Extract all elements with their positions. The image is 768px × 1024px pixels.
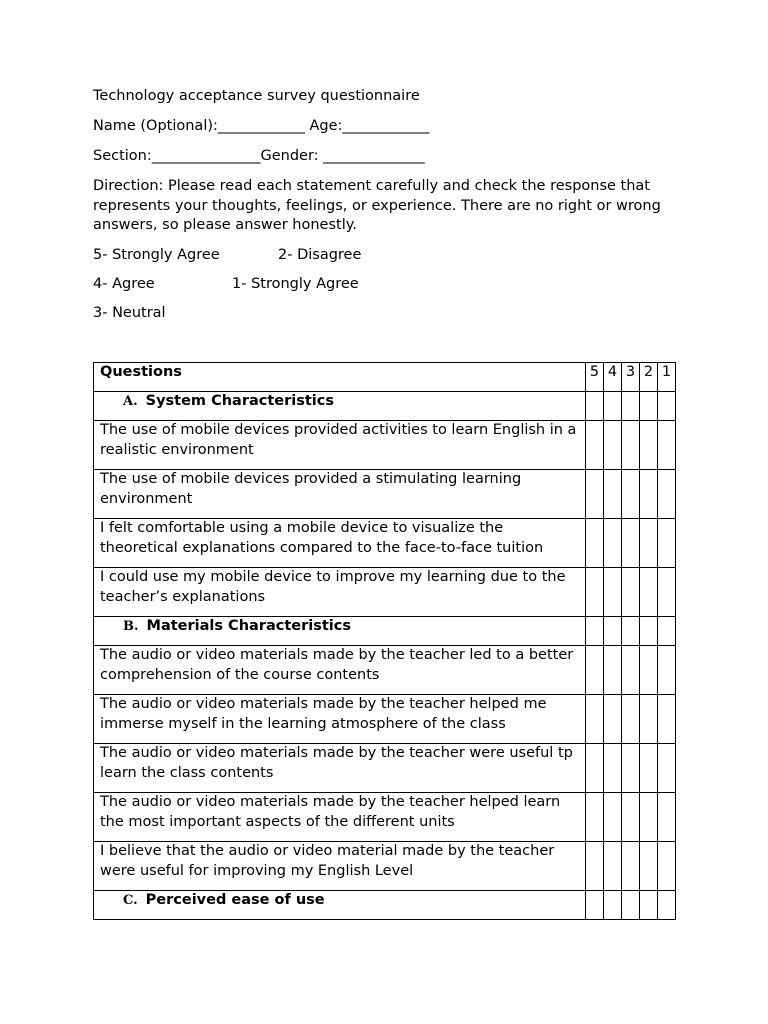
rating-checkbox-cell[interactable] — [586, 793, 604, 842]
name-age-line: Name (Optional):____________ Age:____________ — [93, 118, 430, 134]
scale-1-label: 1- Strongly Agree — [232, 275, 359, 292]
table-row — [94, 519, 676, 568]
table-row — [94, 470, 676, 519]
survey-table — [93, 362, 676, 920]
table-row — [94, 568, 676, 617]
rating-checkbox-cell[interactable] — [604, 793, 622, 842]
rating-checkbox-cell[interactable] — [622, 421, 640, 470]
rating-checkbox-cell[interactable] — [640, 646, 658, 695]
rating-checkbox-cell[interactable] — [586, 519, 604, 568]
rating-checkbox-cell[interactable] — [640, 842, 658, 891]
rating-checkbox-cell[interactable] — [622, 695, 640, 744]
scale-3-label: 3- Neutral — [93, 304, 166, 321]
rating-header-5: 5 — [586, 363, 604, 392]
rating-checkbox-cell[interactable] — [604, 470, 622, 519]
document-title: Technology acceptance survey questionnaire — [93, 88, 420, 104]
rating-cell[interactable] — [586, 617, 604, 646]
rating-checkbox-cell[interactable] — [586, 744, 604, 793]
question-text: The audio or video materials made by the teacher were useful tp learn the class contents — [94, 744, 586, 793]
rating-checkbox-cell[interactable] — [604, 646, 622, 695]
rating-cell[interactable] — [604, 891, 622, 920]
rating-checkbox-cell[interactable] — [658, 793, 676, 842]
rating-cell[interactable] — [640, 891, 658, 920]
rating-checkbox-cell[interactable] — [640, 568, 658, 617]
rating-checkbox-cell[interactable] — [640, 421, 658, 470]
rating-checkbox-cell[interactable] — [622, 646, 640, 695]
rating-checkbox-cell[interactable] — [586, 695, 604, 744]
table-row — [94, 421, 676, 470]
rating-checkbox-cell[interactable] — [658, 744, 676, 793]
rating-cell[interactable] — [604, 617, 622, 646]
rating-checkbox-cell[interactable] — [604, 519, 622, 568]
rating-cell[interactable] — [586, 891, 604, 920]
document-page — [93, 87, 683, 333]
rating-cell[interactable] — [622, 617, 640, 646]
rating-checkbox-cell[interactable] — [604, 421, 622, 470]
rating-checkbox-cell[interactable] — [658, 470, 676, 519]
table-row — [94, 793, 676, 842]
section-letter: A. — [123, 394, 138, 409]
rating-checkbox-cell[interactable] — [586, 421, 604, 470]
rating-checkbox-cell[interactable] — [586, 470, 604, 519]
rating-checkbox-cell[interactable] — [640, 519, 658, 568]
rating-checkbox-cell[interactable] — [658, 421, 676, 470]
rating-checkbox-cell[interactable] — [604, 568, 622, 617]
rating-header-3: 3 — [622, 363, 640, 392]
section-heading — [94, 617, 586, 646]
question-text: I could use my mobile device to improve my learning due to the teacher’s explanations — [94, 568, 586, 617]
rating-cell[interactable] — [658, 617, 676, 646]
section-title: System Characteristics — [145, 393, 334, 409]
rating-checkbox-cell[interactable] — [622, 793, 640, 842]
question-text: The audio or video materials made by the teacher helped me immerse myself in the learning atmosphere of the class — [94, 695, 586, 744]
direction-text: Direction: Please read each statement carefully and check the response that represents your thoughts, feelings, or experience. There are no right or wrong answers, so please answer honestly. — [93, 178, 661, 233]
questions-header: Questions — [94, 363, 586, 392]
scale-2-label: 2- Disagree — [278, 246, 362, 263]
table-row — [94, 842, 676, 891]
rating-checkbox-cell[interactable] — [622, 470, 640, 519]
section-gender-line: Section:_______________Gender: ______________ — [93, 148, 425, 164]
rating-header-2: 2 — [640, 363, 658, 392]
section-heading — [94, 392, 586, 421]
rating-checkbox-cell[interactable] — [658, 646, 676, 695]
rating-cell[interactable] — [586, 392, 604, 421]
section-row — [94, 617, 676, 646]
rating-checkbox-cell[interactable] — [586, 646, 604, 695]
question-text: The use of mobile devices provided a stimulating learning environment — [94, 470, 586, 519]
rating-checkbox-cell[interactable] — [586, 568, 604, 617]
rating-cell[interactable] — [640, 392, 658, 421]
rating-checkbox-cell[interactable] — [622, 842, 640, 891]
scale-4-label: 4- Agree — [93, 275, 155, 292]
rating-header-4: 4 — [604, 363, 622, 392]
table-row — [94, 744, 676, 793]
section-title: Perceived ease of use — [145, 892, 325, 908]
rating-header-1: 1 — [658, 363, 676, 392]
rating-checkbox-cell[interactable] — [586, 842, 604, 891]
table-header-row — [94, 363, 676, 392]
rating-checkbox-cell[interactable] — [640, 793, 658, 842]
rating-checkbox-cell[interactable] — [622, 568, 640, 617]
scale-row-3 — [93, 304, 683, 323]
rating-checkbox-cell[interactable] — [622, 519, 640, 568]
rating-cell[interactable] — [604, 392, 622, 421]
rating-checkbox-cell[interactable] — [640, 695, 658, 744]
rating-checkbox-cell[interactable] — [658, 568, 676, 617]
rating-checkbox-cell[interactable] — [640, 470, 658, 519]
rating-checkbox-cell[interactable] — [604, 842, 622, 891]
rating-checkbox-cell[interactable] — [658, 695, 676, 744]
rating-checkbox-cell[interactable] — [640, 744, 658, 793]
section-row — [94, 392, 676, 421]
question-text: The audio or video materials made by the teacher led to a better comprehension of the course contents — [94, 646, 586, 695]
section-letter: B. — [123, 619, 139, 634]
question-text: I believe that the audio or video material made by the teacher were useful for improving my English Level — [94, 842, 586, 891]
rating-checkbox-cell[interactable] — [604, 695, 622, 744]
rating-checkbox-cell[interactable] — [658, 519, 676, 568]
rating-cell[interactable] — [640, 617, 658, 646]
section-title: Materials Characteristics — [146, 618, 351, 634]
table-row — [94, 695, 676, 744]
table-row — [94, 646, 676, 695]
rating-checkbox-cell[interactable] — [604, 744, 622, 793]
question-text: The audio or video materials made by the teacher helped learn the most important aspects of the different units — [94, 793, 586, 842]
section-letter: C. — [123, 893, 138, 908]
section-heading — [94, 891, 586, 920]
question-text: I felt comfortable using a mobile device to visualize the theoretical explanations compared to the face-to-face tuition — [94, 519, 586, 568]
rating-cell[interactable] — [658, 392, 676, 421]
rating-cell[interactable] — [622, 891, 640, 920]
scale-row-2 — [93, 275, 683, 294]
rating-cell[interactable] — [622, 392, 640, 421]
scale-row-1 — [93, 246, 683, 265]
scale-5-label: 5- Strongly Agree — [93, 246, 220, 263]
question-text: The use of mobile devices provided activities to learn English in a realistic environment — [94, 421, 586, 470]
rating-checkbox-cell[interactable] — [658, 842, 676, 891]
rating-checkbox-cell[interactable] — [622, 744, 640, 793]
rating-cell[interactable] — [658, 891, 676, 920]
section-row — [94, 891, 676, 920]
